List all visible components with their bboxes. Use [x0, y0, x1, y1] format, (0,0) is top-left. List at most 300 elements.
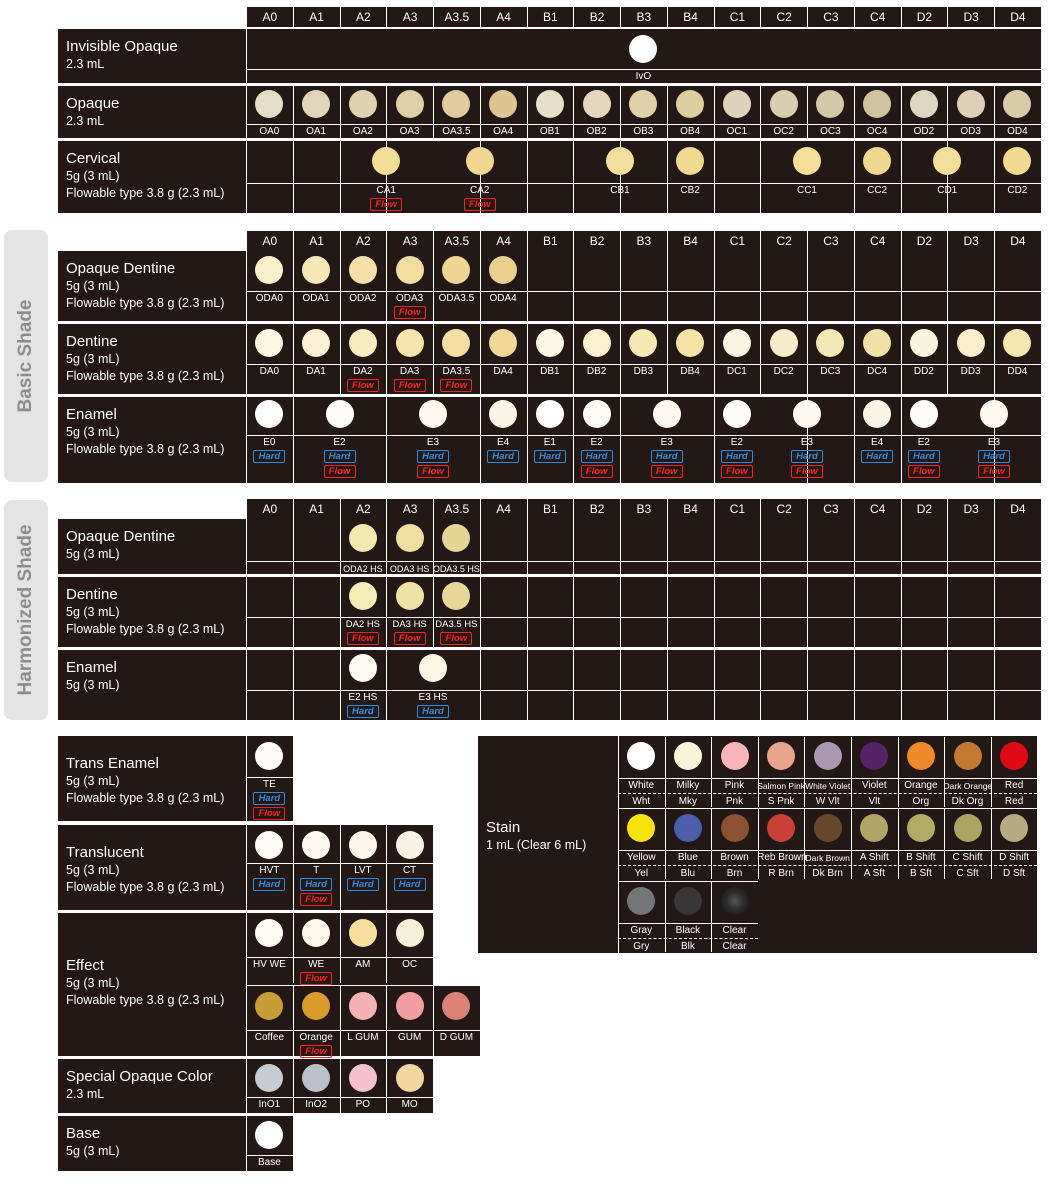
grid-line [994, 519, 995, 574]
shade-code: OC1 [726, 126, 748, 137]
shade-code: E3 [987, 437, 1001, 448]
shade-swatch [489, 329, 517, 357]
shade-swatch [676, 90, 704, 118]
column-header: A0 [246, 7, 293, 27]
shade-code: DA2 HS [345, 619, 381, 630]
shade-swatch [723, 329, 751, 357]
block-label-translucent [66, 843, 224, 896]
shade-swatch [326, 400, 354, 428]
shade-code: E2 [333, 437, 346, 448]
grid-line [246, 1030, 480, 1031]
shade-swatch [396, 329, 424, 357]
grid-line [246, 124, 1041, 125]
shade-code: IvO [635, 71, 652, 82]
shade-code: Dk Org [951, 796, 984, 807]
shade-code: Milky [676, 780, 700, 791]
grid-line [618, 850, 1037, 851]
column-header: B2 [573, 7, 620, 27]
grid-line [714, 650, 715, 720]
shade-swatch [349, 919, 377, 947]
shade-code: DA0 [259, 366, 280, 377]
shade-code: DD2 [913, 366, 934, 377]
shade-code: OD3 [960, 126, 981, 137]
flow-tag: Flow [394, 632, 426, 645]
grid-line [714, 251, 715, 321]
abbr-divider [618, 793, 1037, 794]
side-panel-basic [4, 230, 48, 482]
shade-code: WE [308, 959, 325, 970]
column-header: B1 [527, 7, 574, 27]
shade-code: B Shift [906, 852, 936, 863]
shade-swatch [536, 329, 564, 357]
shade-code: DA3 HS [392, 619, 427, 630]
shade-swatch [793, 400, 821, 428]
shade-swatch [676, 329, 704, 357]
grid-line [854, 251, 855, 321]
grid-line [667, 577, 668, 647]
shade-swatch [466, 147, 494, 175]
grid-line [340, 141, 341, 213]
column-header: A4 [480, 499, 527, 519]
block-label-special_opaque [66, 1067, 213, 1103]
grid-line [340, 577, 341, 647]
grid-line [527, 141, 528, 213]
grid-line [480, 650, 481, 720]
shade-code: OC3 [820, 126, 841, 137]
shade-swatch [910, 400, 938, 428]
grid-line [480, 324, 481, 394]
column-header: C2 [760, 231, 807, 251]
shade-code: Wht [632, 796, 651, 807]
grid-line [854, 141, 855, 213]
row-spec: 5g (3 mL) [66, 774, 120, 788]
row-spec: 5g (3 mL) [66, 605, 120, 619]
grid-line [527, 519, 528, 574]
flow-tag: Flow [370, 198, 402, 211]
shade-swatch [396, 1064, 424, 1092]
shade-code: E2 [917, 437, 930, 448]
shade-swatch [723, 400, 751, 428]
grid-line [760, 650, 761, 720]
grid-line [246, 69, 1041, 70]
grid-line [714, 519, 715, 574]
column-header: C4 [854, 7, 901, 27]
grid-line [433, 251, 434, 321]
shade-code: D Sft [1002, 868, 1026, 879]
shade-swatch [349, 524, 377, 552]
grid-line [246, 29, 247, 83]
row-spec: Flowable type 3.8 g (2.3 mL) [66, 369, 225, 383]
shade-code: DB1 [540, 366, 560, 377]
shade-code: OD4 [1007, 126, 1028, 137]
shade-swatch [396, 992, 424, 1020]
hard-tag: Hard [534, 450, 566, 463]
shade-code: Clear [722, 925, 747, 936]
column-header: A3.5 [433, 231, 480, 251]
shade-code: ODA3.5 [438, 293, 475, 304]
grid-line [246, 291, 1041, 292]
row-label-opaque [66, 94, 119, 130]
grid-line [901, 519, 902, 574]
shade-code: Red [1004, 780, 1024, 791]
grid-line [386, 577, 387, 647]
hard-tag: Hard [487, 450, 519, 463]
column-header: D3 [947, 7, 994, 27]
shade-code: OD2 [913, 126, 935, 137]
shade-swatch [863, 329, 891, 357]
grid-line [293, 141, 294, 213]
shade-code: DD3 [960, 366, 981, 377]
shade-swatch [676, 147, 704, 175]
column-header: A3.5 [433, 7, 480, 27]
shade-code: CC1 [796, 185, 817, 196]
hard-tag: Hard [417, 450, 449, 463]
grid-line [573, 324, 574, 394]
shade-code: DA4 [493, 366, 513, 377]
shade-code: CT [402, 865, 417, 876]
grid-line [947, 519, 948, 574]
grid-line [807, 577, 808, 647]
flow-tag: Flow [908, 465, 940, 478]
shade-swatch [674, 742, 702, 770]
hard-tag: Hard [253, 792, 285, 805]
shade-swatch [770, 329, 798, 357]
hard-tag: Hard [791, 450, 823, 463]
grid-line [573, 650, 574, 720]
shade-code: Coffee [254, 1032, 285, 1043]
shade-swatch [349, 992, 377, 1020]
grid-line [433, 986, 434, 1056]
column-header: C2 [760, 7, 807, 27]
column-header: B4 [667, 7, 714, 27]
flow-tag: Flow [300, 972, 332, 985]
grid-line [246, 561, 1041, 562]
shade-code: DC3 [820, 366, 841, 377]
grid-line [386, 650, 387, 720]
shade-code: OA3.5 [442, 126, 471, 137]
shade-swatch [302, 329, 330, 357]
flow-tag: Flow [347, 632, 379, 645]
row-spec: Flowable type 3.8 g (2.3 mL) [66, 791, 225, 805]
shade-code: DA3.5 [442, 366, 471, 377]
shade-code: CD1 [937, 185, 958, 196]
row-spec: 2.3 mL [66, 1087, 105, 1101]
row-spec: 1 mL (Clear 6 mL) [486, 838, 587, 852]
column-header: A2 [340, 499, 387, 519]
hard-tag: Hard [651, 450, 683, 463]
row-title: Trans Enamel [66, 755, 159, 772]
shade-code: Pink [724, 780, 745, 791]
flow-tag: Flow [791, 465, 823, 478]
shade-code: S Pnk [767, 796, 795, 807]
block-label-effect [66, 956, 224, 1009]
shade-code: Base [257, 1157, 281, 1168]
row-spec: Flowable type 3.8 g (2.3 mL) [66, 993, 225, 1007]
grid-line [667, 251, 668, 321]
flow-tag: Flow [324, 465, 356, 478]
shade-code: R Brn [768, 868, 794, 879]
grid-line [480, 251, 481, 321]
row-spec: 5g (3 mL) [66, 976, 120, 990]
row-spec: Flowable type 3.8 g (2.3 mL) [66, 622, 225, 636]
column-header: C1 [714, 7, 761, 27]
row-label-hs_dentine [66, 585, 224, 638]
shade-code: ODA1 [302, 293, 330, 304]
column-header: C4 [854, 231, 901, 251]
grid-line [807, 519, 808, 574]
grid-line [340, 986, 341, 1056]
row-label-basic_opaque_dentine [66, 259, 224, 312]
shade-swatch [419, 400, 447, 428]
shade-code: ODA0 [255, 293, 283, 304]
grid-line [246, 519, 247, 574]
shade-code: E2 [730, 437, 743, 448]
flow-tag: Flow [651, 465, 683, 478]
column-header: A1 [293, 499, 340, 519]
grid-line [807, 650, 808, 720]
grid-line [901, 251, 902, 321]
grid-line [854, 577, 855, 647]
shade-code: DC2 [773, 366, 794, 377]
grid-line [340, 324, 341, 394]
shade-code: E3 [800, 437, 814, 448]
shade-swatch [954, 742, 982, 770]
grid-line [246, 324, 247, 394]
row-spec: Flowable type 3.8 g (2.3 mL) [66, 880, 225, 894]
shade-code: ODA4 [489, 293, 517, 304]
grid-line [667, 141, 668, 213]
column-header: A0 [246, 231, 293, 251]
row-hs_enamel [58, 650, 1041, 720]
grid-line [947, 251, 948, 321]
hard-tag: Hard [324, 450, 356, 463]
shade-code: ODA2 HS [343, 564, 383, 574]
shade-code: Gry [633, 941, 650, 952]
grid-line [246, 690, 1041, 691]
shade-code: ODA3 HS [389, 564, 430, 574]
row-spec: 5g (3 mL) [66, 352, 120, 366]
hard-tag: Hard [394, 878, 426, 891]
shade-code: Black [675, 925, 701, 936]
shade-swatch [653, 400, 681, 428]
row-title: Effect [66, 957, 105, 974]
shade-code: C Sft [956, 868, 979, 879]
row-spec: 5g (3 mL) [66, 169, 120, 183]
grid-line [386, 397, 387, 483]
grid-line [293, 519, 294, 574]
shade-code: CA1 [376, 185, 396, 196]
shade-code: DC1 [726, 366, 747, 377]
grid-line [246, 251, 247, 321]
shade-code: TE [262, 779, 276, 790]
shade-code: ODA3 [396, 293, 424, 304]
shade-swatch [302, 1064, 330, 1092]
grid-line [620, 650, 621, 720]
shade-swatch [721, 887, 749, 915]
column-header: A3 [386, 231, 433, 251]
grid-line [246, 577, 247, 647]
column-header: C3 [807, 231, 854, 251]
grid-line [854, 324, 855, 394]
side-label: Harmonized Shade [15, 524, 36, 696]
shade-code: B Sft [910, 868, 932, 879]
column-header: C4 [854, 499, 901, 519]
shade-code: OC4 [866, 126, 888, 137]
grid-line [340, 650, 341, 720]
row-title: Base [66, 1125, 101, 1142]
column-header: C2 [760, 499, 807, 519]
shade-code: Pnk [725, 796, 744, 807]
column-header: B2 [573, 499, 620, 519]
shade-code: E3 HS [418, 692, 448, 703]
row-label-hs_enamel [66, 658, 120, 694]
shade-code: DC4 [867, 366, 888, 377]
shade-code: Red [1004, 796, 1024, 807]
column-header: A4 [480, 7, 527, 27]
row-spec: Flowable type 3.8 g (2.3 mL) [66, 296, 225, 310]
grid-line [340, 913, 341, 983]
column-header: B1 [527, 499, 574, 519]
shade-swatch [349, 654, 377, 682]
column-header: B4 [667, 231, 714, 251]
hard-tag: Hard [721, 450, 753, 463]
grid-line [386, 986, 387, 1056]
column-header: B2 [573, 231, 620, 251]
flow-tag: Flow [394, 379, 426, 392]
flow-tag: Flow [300, 893, 332, 906]
hard-tag: Hard [417, 705, 449, 718]
row-title: Enamel [66, 406, 117, 423]
grid-line [246, 1155, 293, 1156]
shade-swatch [536, 90, 564, 118]
row-label-basic_enamel [66, 405, 224, 458]
shade-code: E2 HS [348, 692, 378, 703]
grid-line [293, 650, 294, 720]
grid-line [293, 577, 294, 647]
row-title: Dentine [66, 586, 118, 603]
row-spec: 5g (3 mL) [66, 279, 120, 293]
column-header: D2 [901, 7, 948, 27]
row-title: Special Opaque Color [66, 1068, 213, 1085]
row-label-invisible_opaque [66, 37, 178, 73]
grid-line [527, 577, 528, 647]
shade-swatch [1000, 814, 1028, 842]
block-label-base [66, 1124, 120, 1160]
shade-swatch [767, 814, 795, 842]
shade-swatch [583, 329, 611, 357]
grid-line [246, 957, 433, 958]
flow-tag: Flow [253, 807, 285, 820]
grid-line [947, 577, 948, 647]
grid-line [760, 251, 761, 321]
shade-code: A Shift [859, 852, 889, 863]
shade-swatch [489, 90, 517, 118]
shade-code: White Violet [805, 781, 851, 791]
hard-tag: Hard [253, 450, 285, 463]
shade-swatch [396, 524, 424, 552]
shade-code: E3 [426, 437, 440, 448]
grid-line [293, 913, 294, 983]
shade-code: D Shift [999, 852, 1030, 863]
grid-line [760, 324, 761, 394]
grid-line [246, 435, 1041, 436]
grid-line [667, 519, 668, 574]
shade-swatch [954, 814, 982, 842]
grid-line [994, 577, 995, 647]
shade-code: InO1 [258, 1099, 281, 1110]
grid-line [246, 777, 293, 778]
grid-line [527, 251, 528, 321]
column-header: A2 [340, 231, 387, 251]
shade-swatch [583, 400, 611, 428]
shade-code: DA2 [353, 366, 373, 377]
column-header: A2 [340, 7, 387, 27]
row-title: Dentine [66, 333, 118, 350]
shade-code: Vlt [868, 796, 881, 807]
column-header: C3 [807, 499, 854, 519]
grid-line [340, 251, 341, 321]
column-header: C1 [714, 231, 761, 251]
shade-code: E0 [263, 437, 276, 448]
row-title: Opaque Dentine [66, 528, 176, 545]
shade-code: W Vlt [815, 796, 840, 807]
grid-line [760, 519, 761, 574]
column-header: A4 [480, 231, 527, 251]
hard-tag: Hard [347, 705, 379, 718]
row-spec: 5g (3 mL) [66, 1144, 120, 1158]
shade-swatch [302, 831, 330, 859]
shade-code: DD4 [1007, 366, 1028, 377]
grid-line [994, 251, 995, 321]
hard-tag: Hard [253, 878, 285, 891]
flow-tag: Flow [394, 306, 426, 319]
column-header: B3 [620, 499, 667, 519]
grid-line [573, 577, 574, 647]
row-label-cervical [66, 149, 224, 202]
row-spec: 2.3 mL [66, 57, 105, 71]
shade-swatch [907, 814, 935, 842]
grid-line [246, 183, 1041, 184]
column-header: A3 [386, 7, 433, 27]
abbr-divider [618, 865, 1037, 866]
column-header: A1 [293, 7, 340, 27]
flow-tag: Flow [300, 1045, 332, 1058]
row-invisible_opaque [58, 29, 1041, 83]
shade-code: Yel [634, 868, 649, 879]
shade-code: Orange [904, 780, 938, 791]
shade-code: Blu [680, 868, 696, 879]
grid-line [386, 251, 387, 321]
column-header: A3 [386, 499, 433, 519]
shade-swatch [606, 147, 634, 175]
shade-code: OB3 [633, 126, 654, 137]
row-spec: 5g (3 mL) [66, 863, 120, 877]
shade-code: E4 [497, 437, 510, 448]
column-header: B4 [667, 499, 714, 519]
grid-line [760, 141, 761, 213]
hard-tag: Hard [300, 878, 332, 891]
shade-code: MO [401, 1099, 418, 1110]
shade-code: DB2 [586, 366, 607, 377]
hard-tag: Hard [581, 450, 613, 463]
row-title: Stain [486, 819, 521, 836]
row-spec: Flowable type 3.8 g (2.3 mL) [66, 442, 225, 456]
flow-tag: Flow [721, 465, 753, 478]
shade-swatch [396, 919, 424, 947]
row-spec: 5g (3 mL) [66, 425, 120, 439]
shade-code: Clear [722, 941, 747, 952]
shade-swatch [302, 90, 330, 118]
